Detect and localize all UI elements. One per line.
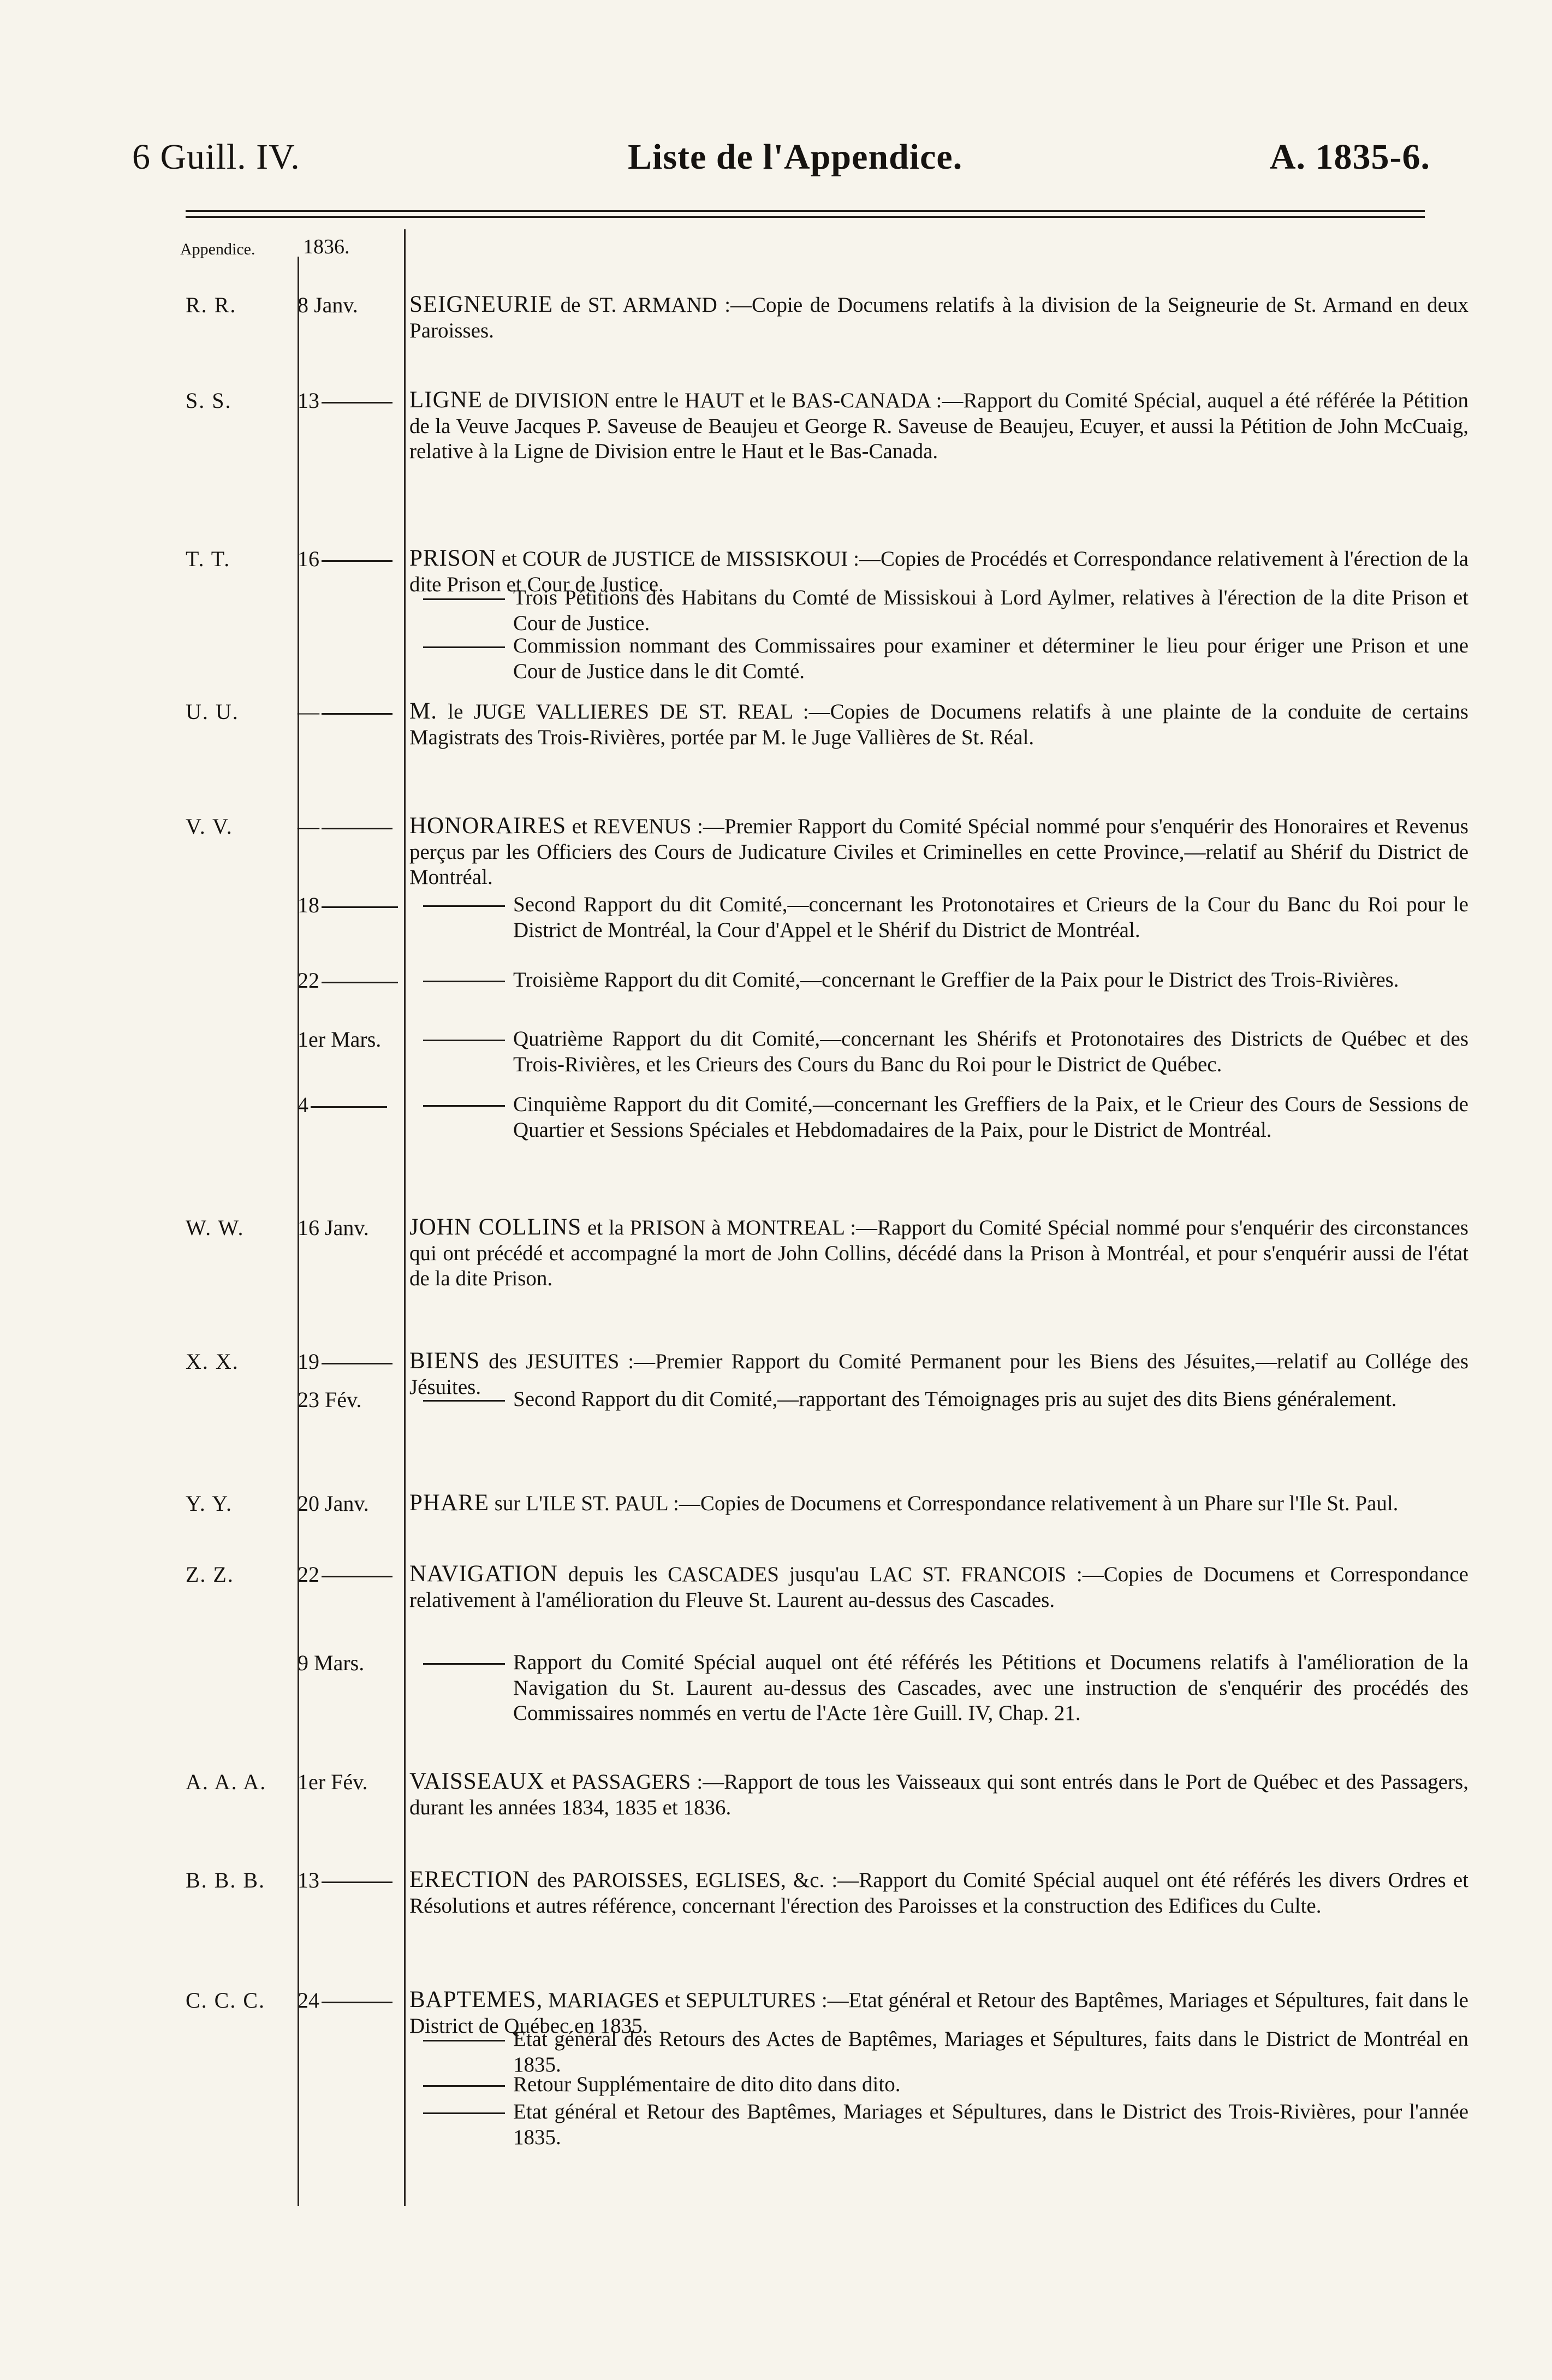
sub-body bbox=[409, 633, 1468, 684]
sub-date-text: 22 bbox=[298, 968, 319, 993]
date-dash bbox=[322, 1882, 393, 1883]
appendix-label: Appendice. bbox=[180, 240, 255, 258]
date-dash bbox=[322, 2002, 393, 2003]
date-dash bbox=[322, 982, 398, 983]
sub-date bbox=[298, 1092, 450, 1118]
sub-text: Etat général des Retours des Actes de Baptêmes, Mariages et Sépultures, faits dans le District de Montréal en 1835. bbox=[513, 2027, 1468, 2076]
entry-body bbox=[409, 699, 1468, 750]
entry-text: des PAROISSES, EGLISES, &c. :—Rapport du Comité Spécial auquel ont été référés les divers Ordres et Résolutions et autres référence, concernant l'érection des Paroisses et la construction des Edifices du Culte. bbox=[409, 1868, 1468, 1918]
header-year: A. 1835-6. bbox=[1269, 137, 1430, 177]
entry-text: et PASSAGERS :—Rapport de tous les Vaisseaux qui sont entrés dans le Port de Québec et des Passagers, durant les années 1834, 1835 et 1836. bbox=[409, 1770, 1468, 1819]
sub-text: Cinquième Rapport du dit Comité,—concernant les Greffiers de la Paix, et le Crieur des Cours de Sessions de Quartier et Sessions Spéciales et Hebdomadaires de la Paix, pour le District de Montréal. bbox=[513, 1093, 1468, 1142]
header-rule bbox=[186, 210, 1425, 218]
entry-body bbox=[409, 1769, 1468, 1820]
entry-date-text: 20 Janv. bbox=[298, 1491, 369, 1516]
sub-dash bbox=[423, 598, 505, 600]
entry-letter: B. B. B. bbox=[186, 1868, 266, 1892]
entry-body bbox=[409, 388, 1468, 465]
entry-letter: W. W. bbox=[186, 1215, 245, 1240]
sub-item bbox=[409, 892, 1468, 943]
date-dash bbox=[322, 906, 398, 908]
sub-item bbox=[409, 2027, 1468, 2078]
entry-body bbox=[409, 1562, 1468, 1613]
entry-text: et la PRISON à MONTREAL :—Rapport du Comité Spécial nommé pour s'enquérir des circonstances qui ont précédé et accompagné la mort de John Collins, décédé dans la Prison à Montréal, et pour s'enquérir aussi de l'état de la dite Prison. bbox=[409, 1216, 1468, 1290]
sub-item bbox=[409, 968, 1468, 993]
entry-letter: X. X. bbox=[186, 1349, 239, 1374]
entry-letter: R. R. bbox=[186, 293, 237, 317]
date-dash bbox=[322, 828, 393, 829]
date-dash bbox=[322, 1363, 393, 1364]
entry-date-text: 16 bbox=[298, 547, 319, 571]
entry-title: NAVIGATION bbox=[409, 1561, 558, 1587]
sub-text: Retour Supplémentaire de dito dito dans dito. bbox=[513, 2073, 901, 2096]
entry-text: des JESUITES :—Premier Rapport du Comité Permanent pour les Biens des Jésuites,—relatif au Collége des Jésuites. bbox=[409, 1350, 1468, 1399]
sub-body bbox=[409, 2099, 1468, 2150]
sub-dash bbox=[423, 2085, 505, 2087]
sub-date-text: 18 bbox=[298, 893, 319, 917]
entry-text: MARIAGES et SEPULTURES :—Etat général et Retour des Baptêmes, Mariages et Sépultures, fait dans le District de Québec en 1835. bbox=[409, 1989, 1468, 2038]
entry-text: sur L'ILE ST. PAUL :—Copies de Documens et Correspondance relativement à un Phare sur l'Ile St. Paul. bbox=[489, 1492, 1399, 1515]
sub-body bbox=[409, 1092, 1468, 1143]
year-label: 1836. bbox=[303, 235, 350, 258]
entry-letter: T. T. bbox=[186, 547, 231, 571]
entry-text: de DIVISION entre le HAUT et le BAS-CANADA :—Rapport du Comité Spécial, auquel a été référée la Pétition de la Veuve Jacques P. Saveuse de Beaujeu et George R. Saveuse de Beaujeu, Ecuyer, et aussi la Pétition de John McCuaig, relative à la Ligne de Division entre le Haut et le Bas-Canada. bbox=[409, 389, 1468, 463]
sub-text: Rapport du Comité Spécial auquel ont été référés les Pétitions et Documens relatifs à l'amélioration de la Navigation du St. Laurent au-dessus des Cascades, avec une instruction de s'enquérir des procédés des Commissaires nommés en vertu de l'Acte 1ère Guill. IV, Chap. 21. bbox=[513, 1651, 1468, 1725]
sub-dash bbox=[423, 2112, 505, 2114]
entry-letter: S. S. bbox=[186, 388, 232, 413]
entry-title: PHARE bbox=[409, 1490, 489, 1516]
sub-text: Trois Pétitions des Habitans du Comté de Missiskoui à Lord Aylmer, relatives à l'érection de la dite Prison et Cour de Justice. bbox=[513, 586, 1468, 635]
entry-date-text: 1er Fév. bbox=[298, 1770, 368, 1794]
entry-title: JOHN COLLINS bbox=[409, 1214, 582, 1240]
entry-text: et COUR de JUSTICE de MISSISKOUI :—Copies de Procédés et Correspondance relativement à l'érection de la dite Prison et Cour de Justice. bbox=[409, 547, 1468, 596]
sub-text: Quatrième Rapport du dit Comité,—concernant les Shérifs et Protonotaires des Districts de Québec et des Trois-Rivières, et les Crieurs des Cours du Banc du Roi pour le District de Québec. bbox=[513, 1027, 1468, 1076]
entry-body bbox=[409, 1491, 1468, 1517]
sub-item bbox=[409, 1092, 1468, 1143]
sub-body bbox=[409, 2027, 1468, 2078]
sub-body bbox=[409, 968, 1468, 993]
entry-title: M. bbox=[409, 698, 437, 724]
header-title: Liste de l'Appendice. bbox=[628, 137, 963, 177]
entry-text: de ST. ARMAND :—Copie de Documens relatifs à la division de la Seigneurie de St. Armand en deux Paroisses. bbox=[409, 293, 1468, 342]
sub-text: Commission nommant des Commissaires pour examiner et déterminer le lieu pour ériger une Prison et une Cour de Justice dans le dit Comté. bbox=[513, 634, 1468, 683]
sub-item bbox=[409, 1026, 1468, 1077]
entry-title: HONORAIRES bbox=[409, 813, 567, 839]
sub-body bbox=[409, 1650, 1468, 1726]
entry-text: et REVENUS :—Premier Rapport du Comité Spécial nommé pour s'enquérir des Honoraires et Revenus perçus par les Officiers des Cours de Judicature Civiles et Criminelles en cette Province,—relatif au Shérif du District de Montréal. bbox=[409, 815, 1468, 889]
sub-date-text: 1er Mars. bbox=[298, 1027, 382, 1052]
sub-text: Troisième Rapport du dit Comité,—concernant le Greffier de la Paix pour le District des Trois-Rivières. bbox=[513, 968, 1399, 992]
sub-dash bbox=[423, 646, 505, 648]
sub-dash bbox=[423, 2040, 505, 2041]
sub-body bbox=[409, 1387, 1468, 1412]
sub-item bbox=[409, 2099, 1468, 2150]
date-dash bbox=[322, 1576, 393, 1577]
entry-title: BIENS bbox=[409, 1348, 480, 1374]
entry-text: depuis les CASCADES jusqu'au LAC ST. FRANCOIS :—Copies de Documens et Correspondance relativement à l'amélioration du Fleuve St. Laurent au-dessus des Cascades. bbox=[409, 1563, 1468, 1612]
date-dash bbox=[322, 713, 393, 715]
date-dash bbox=[322, 402, 393, 403]
sub-item bbox=[409, 633, 1468, 684]
sub-body bbox=[409, 892, 1468, 943]
entry-title: PRISON bbox=[409, 545, 496, 571]
sub-text: Second Rapport du dit Comité,—concernant les Protonotaires et Crieurs de la Cour du Banc du Roi pour le District de Montréal, la Cour d'Appel et le Shérif du District de Montréal. bbox=[513, 893, 1468, 942]
date-dash bbox=[311, 1106, 387, 1108]
date-dash bbox=[322, 560, 393, 562]
entry-body bbox=[409, 292, 1468, 343]
sub-date bbox=[298, 1650, 450, 1676]
entry-body bbox=[409, 1867, 1468, 1919]
sub-date-text: 23 Fév. bbox=[298, 1387, 362, 1412]
entry-title: SEIGNEURIE bbox=[409, 292, 554, 317]
sub-date-text: 4 bbox=[298, 1093, 308, 1117]
entry-title: LIGNE bbox=[409, 387, 483, 413]
sub-date bbox=[298, 1387, 450, 1412]
sub-date bbox=[298, 1026, 450, 1052]
page-header bbox=[120, 136, 1430, 191]
sub-date bbox=[298, 892, 450, 918]
entry-date-text: — bbox=[298, 814, 319, 839]
sub-item bbox=[409, 1650, 1468, 1726]
sub-date bbox=[298, 968, 450, 993]
entry-title: VAISSEAUX bbox=[409, 1768, 545, 1794]
entry-letter: V. V. bbox=[186, 814, 233, 839]
sub-body bbox=[409, 2072, 1468, 2098]
header-session: 6 Guill. IV. bbox=[132, 137, 300, 177]
sub-date-text: 9 Mars. bbox=[298, 1651, 365, 1675]
entry-title: BAPTEMES, bbox=[409, 1987, 543, 2013]
sub-item bbox=[409, 2072, 1468, 2098]
entry-letter: C. C. C. bbox=[186, 1988, 266, 2013]
entry-date-text: 19 bbox=[298, 1349, 319, 1374]
sub-item bbox=[409, 1387, 1468, 1412]
entry-text: le JUGE VALLIERES DE ST. REAL :—Copies de Documens relatifs à une plainte de la conduite de certains Magistrats des Trois-Rivières, portée par M. le Juge Vallières de St. Réal. bbox=[409, 700, 1468, 749]
entry-date-text: 16 Janv. bbox=[298, 1215, 369, 1240]
sub-item bbox=[409, 585, 1468, 636]
entry-body bbox=[409, 1215, 1468, 1292]
entry-letter: Y. Y. bbox=[186, 1491, 233, 1516]
entry-letter: Z. Z. bbox=[186, 1562, 234, 1587]
entry-title: ERECTION bbox=[409, 1867, 530, 1892]
entry-date-text: 13 bbox=[298, 388, 319, 413]
entry-letter: A. A. A. bbox=[186, 1770, 267, 1794]
sub-text: Etat général et Retour des Baptêmes, Mariages et Sépultures, dans le District des Trois-Rivières, pour l'année 1835. bbox=[513, 2100, 1468, 2149]
entry-date-text: — bbox=[298, 699, 319, 724]
entry-letter: U. U. bbox=[186, 699, 239, 724]
entry-date-text: 24 bbox=[298, 1988, 319, 2013]
entry-date-text: 22 bbox=[298, 1562, 319, 1587]
entry-body bbox=[409, 814, 1468, 891]
sub-body bbox=[409, 585, 1468, 636]
sub-body bbox=[409, 1026, 1468, 1077]
entry-date-text: 13 bbox=[298, 1868, 319, 1892]
sub-text: Second Rapport du dit Comité,—rapportant des Témoignages pris au sujet des dits Biens généralement. bbox=[513, 1387, 1397, 1411]
entry-date-text: 8 Janv. bbox=[298, 293, 358, 317]
